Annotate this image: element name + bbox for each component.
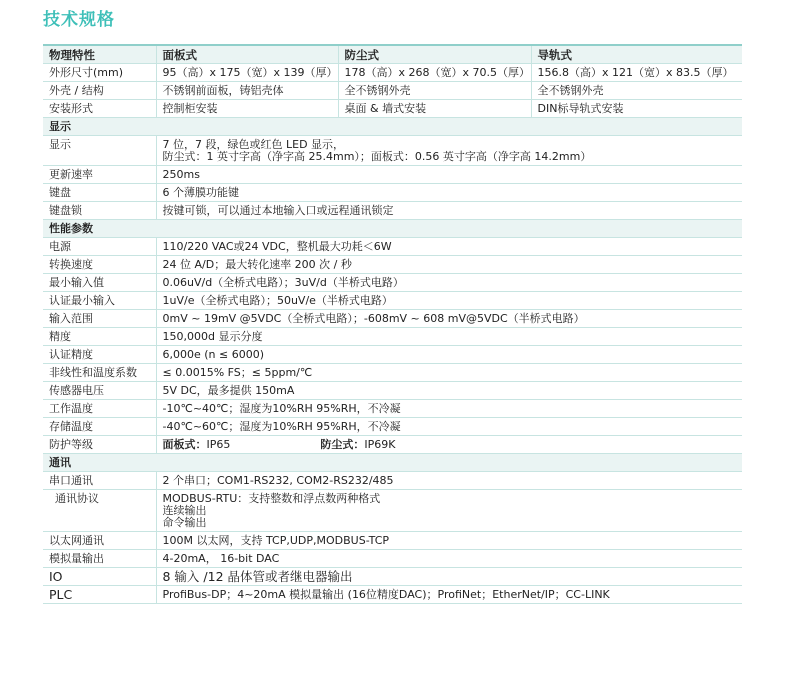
table-row: [43, 292, 742, 310]
cell: -10℃~40℃；湿度为10%RH 95%RH，不冷凝: [156, 400, 742, 418]
cell: ProfiBus-DP；4~20mA 模拟量输出 (16位精度DAC)；ProfiNet；EtherNet/IP；CC-LINK: [156, 586, 742, 604]
display-line: 防尘式：1 英寸字高（净字高 25.4mm）；面板式：0.56 英寸字高（净字高 14.2mm）: [162, 150, 592, 163]
row-label: 更新速率: [43, 166, 156, 184]
protection-dust-label: 防尘式：: [320, 438, 365, 451]
cell: 150,000d 显示分度: [156, 328, 742, 346]
row-label: 转换速度: [43, 256, 156, 274]
header-dustproof: 防尘式: [338, 45, 531, 64]
physical-header-row: [43, 45, 742, 64]
section-header-performance: [43, 220, 742, 238]
row-label: 输入范围: [43, 310, 156, 328]
display-line: 7 位，7 段，绿色或红色 LED 显示，: [162, 138, 345, 151]
section-title: 显示: [43, 118, 742, 136]
row-label: 认证最小输入: [43, 292, 156, 310]
row-label: 电源: [43, 238, 156, 256]
cell: [156, 136, 742, 166]
cell: ≤ 0.0015% FS；≤ 5ppm/℃: [156, 364, 742, 382]
table-row-protection: [43, 436, 742, 454]
protection-dust-value: IP69K: [364, 438, 396, 451]
table-row: [43, 586, 742, 604]
section-header-display: [43, 118, 742, 136]
table-row: [43, 166, 742, 184]
row-label: 串口通讯: [43, 472, 156, 490]
table-row: [43, 364, 742, 382]
cell: 0.06uV/d（全桥式电路）；3uV/d（半桥式电路）: [156, 274, 742, 292]
table-row: [43, 274, 742, 292]
table-row: [43, 550, 742, 568]
table-row: [43, 100, 742, 118]
row-label: IO: [43, 568, 156, 586]
protocol-line: 连续输出: [162, 504, 207, 517]
protocol-line: 命令输出: [162, 516, 207, 529]
row-label: PLC: [43, 586, 156, 604]
row-label: 非线性和温度系数: [43, 364, 156, 382]
table-row: [43, 400, 742, 418]
table-row: [43, 328, 742, 346]
table-row: [43, 238, 742, 256]
row-label: 安装形式: [43, 100, 156, 118]
table-row: [43, 64, 742, 82]
row-label: 工作温度: [43, 400, 156, 418]
cell: 5V DC，最多提供 150mA: [156, 382, 742, 400]
cell: DIN标导轨式安装: [531, 100, 742, 118]
section-title: 通讯: [43, 454, 742, 472]
row-label: 以太网通讯: [43, 532, 156, 550]
table-row: [43, 310, 742, 328]
row-label: 防护等级: [43, 436, 156, 454]
cell: 按键可锁，可以通过本地输入口或远程通讯锁定: [156, 202, 742, 220]
table-row: [43, 256, 742, 274]
cell: 全不锈钢外壳: [531, 82, 742, 100]
table-row: [43, 82, 742, 100]
row-label: 通讯协议: [43, 490, 156, 532]
header-panel: 面板式: [156, 45, 338, 64]
page-title: 技术规格: [43, 10, 115, 30]
spec-table: [43, 44, 742, 604]
cell: 6,000e (n ≤ 6000): [156, 346, 742, 364]
section-header-comms: [43, 454, 742, 472]
table-row: [43, 346, 742, 364]
table-row: [43, 532, 742, 550]
row-label: 传感器电压: [43, 382, 156, 400]
cell: 桌面 & 墙式安装: [338, 100, 531, 118]
cell: 不锈钢前面板，铸铝壳体: [156, 82, 338, 100]
cell: 全不锈钢外壳: [338, 82, 531, 100]
cell: 0mV ~ 19mV @5VDC（全桥式电路）；-608mV ~ 608 mV@5VDC（半桥式电路）: [156, 310, 742, 328]
cell: 250ms: [156, 166, 742, 184]
cell: 控制柜安装: [156, 100, 338, 118]
cell: 6 个薄膜功能键: [156, 184, 742, 202]
table-row: [43, 202, 742, 220]
row-label: 模拟量输出: [43, 550, 156, 568]
cell: 2 个串口；COM1-RS232, COM2-RS232/485: [156, 472, 742, 490]
cell: [156, 436, 742, 454]
table-row: [43, 490, 742, 532]
cell: 4-20mA， 16-bit DAC: [156, 550, 742, 568]
cell: 100M 以太网，支持 TCP,UDP,MODBUS-TCP: [156, 532, 742, 550]
header-rail: 导轨式: [531, 45, 742, 64]
table-row: [43, 184, 742, 202]
cell: -40℃~60℃；湿度为10%RH 95%RH，不冷凝: [156, 418, 742, 436]
row-label: 显示: [43, 136, 156, 166]
row-label: 键盘锁: [43, 202, 156, 220]
table-row: [43, 568, 742, 586]
row-label: 外壳 / 结构: [43, 82, 156, 100]
protection-panel-label: 面板式：: [162, 438, 207, 451]
table-row: [43, 472, 742, 490]
row-label: 认证精度: [43, 346, 156, 364]
cell: 24 位 A/D；最大转化速率 200 次 / 秒: [156, 256, 742, 274]
protection-panel-value: IP65: [206, 438, 231, 451]
cell: 1uV/e（全桥式电路）；50uV/e（半桥式电路）: [156, 292, 742, 310]
row-label: 键盘: [43, 184, 156, 202]
header-physical: 物理特性: [43, 45, 156, 64]
cell: 156.8（高）x 121（宽）x 83.5（厚）: [531, 64, 742, 82]
protocol-line: MODBUS-RTU：支持整数和浮点数两种格式: [162, 492, 381, 505]
section-title: 性能参数: [43, 220, 742, 238]
cell: 178（高）x 268（宽）x 70.5（厚）: [338, 64, 531, 82]
table-row: [43, 382, 742, 400]
cell: [156, 490, 742, 532]
row-label: 外形尺寸(mm): [43, 64, 156, 82]
row-label: 精度: [43, 328, 156, 346]
row-label: 存储温度: [43, 418, 156, 436]
cell: 95（高）x 175（宽）x 139（厚）: [156, 64, 338, 82]
cell: 110/220 VAC或24 VDC，整机最大功耗＜6W: [156, 238, 742, 256]
table-row: [43, 136, 742, 166]
table-row: [43, 418, 742, 436]
cell: 8 输入 /12 晶体管或者继电器输出: [156, 568, 742, 586]
row-label: 最小输入值: [43, 274, 156, 292]
